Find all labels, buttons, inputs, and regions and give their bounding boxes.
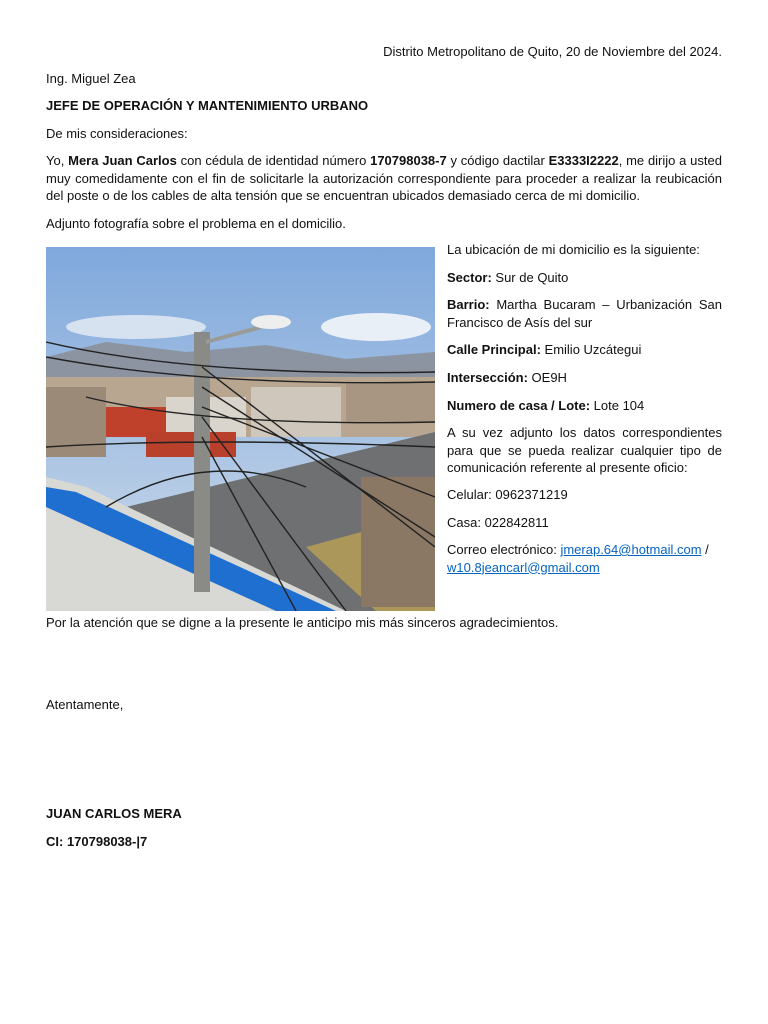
closing-line: Por la atención que se digne a la presente le anticipo mis más sinceros agradecimientos.	[46, 615, 559, 630]
fingerprint-code: E3333I2222	[548, 153, 619, 168]
sector-value: Sur de Quito	[491, 270, 569, 285]
id-number: 170798038-7	[370, 153, 447, 168]
barrio-value: Martha Bucaram – Urbanización San Francisco de Asís del sur	[447, 297, 722, 330]
celular-line: Celular: 0962371219	[447, 487, 568, 502]
intro-text-3: y código dactilar	[446, 153, 549, 168]
pole-photo	[46, 247, 435, 611]
intro-text-2: con cédula de identidad número	[176, 153, 371, 168]
email-line	[447, 541, 722, 576]
email-link-1[interactable]: jmerap.64@hotmail.com	[560, 542, 702, 557]
date-line: Distrito Metropolitano de Quito, 20 de Noviembre del 2024.	[383, 44, 722, 59]
sector-line	[447, 269, 568, 287]
calle-label: Calle Principal:	[447, 342, 541, 357]
intro-paragraph	[46, 152, 722, 205]
email-separator: /	[701, 542, 709, 557]
location-intro: La ubicación de mi domicilio es la siguiente:	[447, 242, 700, 257]
lote-label: Numero de casa / Lote:	[447, 398, 591, 413]
barrio-label: Barrio:	[447, 297, 490, 312]
signature-ci: CI: 170798038-|7	[46, 834, 148, 849]
intro-text-4: , me dirijo a usted muy comedidamente con el fin de solicitarle la autorización correspondiente para proceder a realizar la reubicación del poste o de los cables de alta tensión que se encuentran ubicados demasiado cerca de mi domicilio.	[46, 153, 722, 203]
email-label: Correo electrónico:	[447, 542, 561, 557]
requester-name: Mera Juan Carlos	[68, 153, 177, 168]
barrio-line	[447, 296, 722, 331]
farewell: Atentamente,	[46, 697, 124, 712]
greeting: De mis consideraciones:	[46, 126, 188, 141]
calle-value: Emilio Uzcátegui	[540, 342, 642, 357]
recipient-title: JEFE DE OPERACIÓN Y MANTENIMIENTO URBANO	[46, 98, 369, 113]
intro-text-1: Yo,	[46, 153, 69, 168]
interseccion-label: Intersección:	[447, 370, 528, 385]
sector-label: Sector:	[447, 270, 492, 285]
email-link-2[interactable]: w10.8jeancarl@gmail.com	[447, 559, 600, 575]
lote-value: Lote 104	[590, 398, 645, 413]
interseccion-line	[447, 369, 567, 387]
casa-line: Casa: 022842811	[447, 515, 549, 530]
contact-intro: A su vez adjunto los datos correspondientes para que se pueda realizar cualquier tipo de comunicación referente al presente oficio:	[447, 425, 722, 475]
calle-line	[447, 341, 641, 359]
lote-line	[447, 397, 644, 415]
attachment-note: Adjunto fotografía sobre el problema en el domicilio.	[46, 216, 346, 231]
signature-name: JUAN CARLOS MERA	[46, 806, 182, 821]
recipient-name: Ing. Miguel Zea	[46, 71, 136, 86]
interseccion-value: OE9H	[527, 370, 567, 385]
